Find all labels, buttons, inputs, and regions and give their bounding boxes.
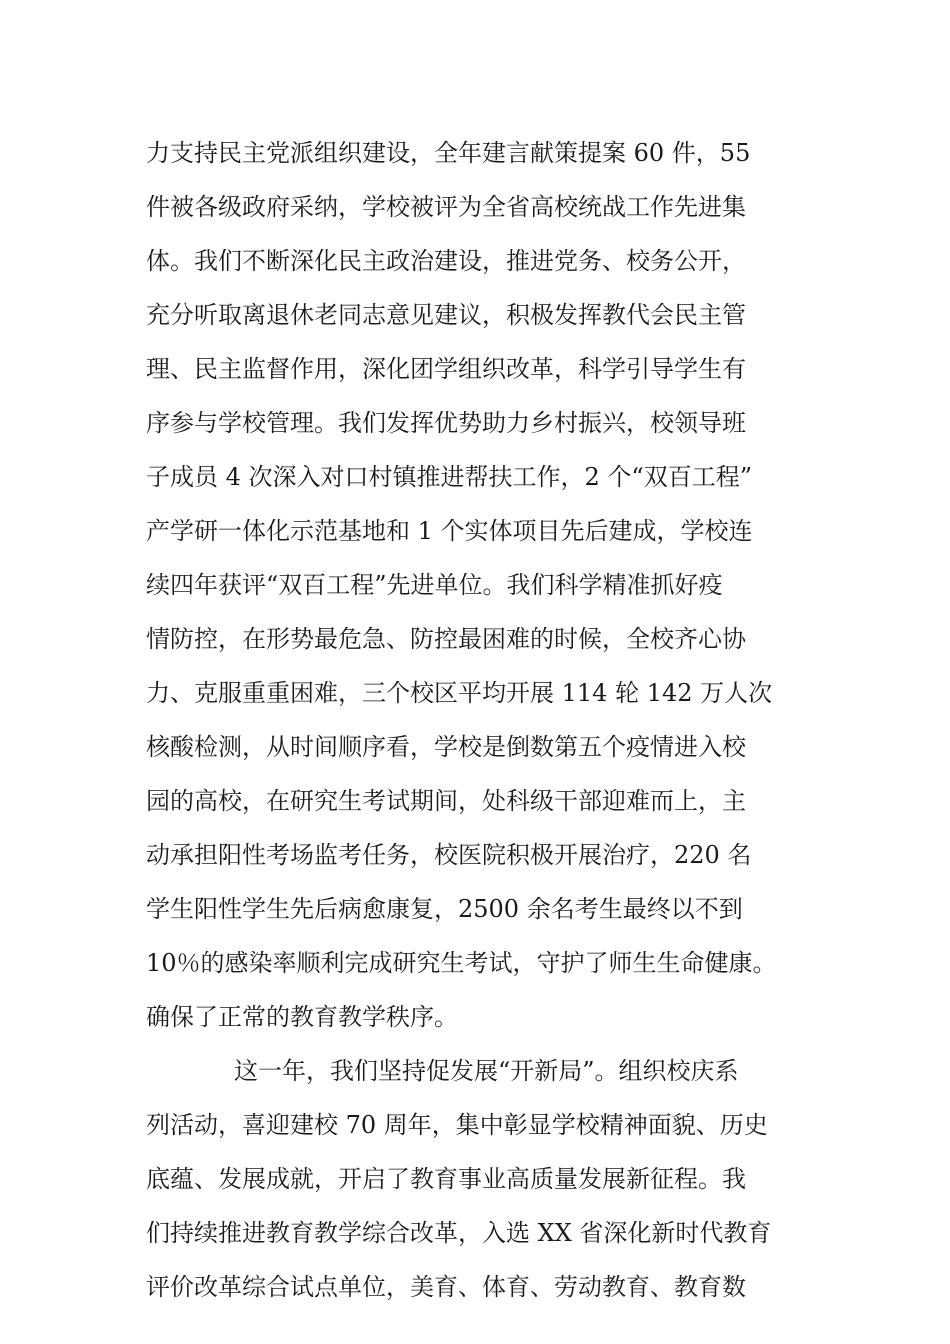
text-line: 体。我们不断深化民主政治建设，推进党务、校务公开，: [146, 247, 746, 275]
text-line: 情防控，在形势最危急、防控最困难的时候，全校齐心协: [146, 625, 746, 653]
text-line: 序参与学校管理。我们发挥优势助力乡村振兴，校领导班: [146, 409, 746, 437]
text-line: 充分听取离退休老同志意见建议，积极发挥教代会民主管: [146, 301, 746, 329]
text-line: 件被各级政府采纳，学校被评为全省高校统战工作先进集: [146, 193, 746, 221]
text-line: 续四年获评“双百工程”先进单位。我们科学精准抓好疫: [146, 571, 723, 599]
text-line: 力、克服重重困难，三个校区平均开展 114 轮 142 万人次: [146, 679, 773, 707]
text-line: 力支持民主党派组织建设，全年建言献策提案 60 件，55: [146, 139, 751, 167]
text-line: 动承担阳性考场监考任务，校医院积极开展治疗，220 名: [146, 841, 752, 869]
text-line: 子成员 4 次深入对口村镇推进帮扶工作，2 个“双百工程”: [146, 463, 752, 491]
text-line: 评价改革综合试点单位，美育、体育、劳动教育、教育数: [146, 1273, 746, 1301]
text-line: 确保了正常的教育教学秩序。: [146, 1003, 458, 1031]
paragraph-start-line: 这一年，我们坚持促发展“开新局”。组织校庆系: [234, 1057, 739, 1085]
text-line: 列活动，喜迎建校 70 周年，集中彰显学校精神面貌、历史: [146, 1111, 768, 1139]
body-text: [146, 126, 826, 1314]
text-line: 学生阳性学生先后病愈康复，2500 余名考生最终以不到: [146, 895, 743, 923]
text-line: 底蕴、发展成就，开启了教育事业高质量发展新征程。我: [146, 1165, 746, 1193]
text-line: 10％的感染率顺利完成研究生考试，守护了师生生命健康。: [146, 949, 777, 977]
text-line: 理、民主监督作用，深化团学组织改革，科学引导学生有: [146, 355, 746, 383]
text-line: 们持续推进教育教学综合改革，入选 XX 省深化新时代教育: [146, 1219, 772, 1247]
text-line: 核酸检测，从时间顺序看，学校是倒数第五个疫情进入校: [146, 733, 746, 761]
text-line: 园的高校，在研究生考试期间，处科级干部迎难而上，主: [146, 787, 746, 815]
text-line: 产学研一体化示范基地和 1 个实体项目先后建成，学校连: [146, 517, 753, 545]
